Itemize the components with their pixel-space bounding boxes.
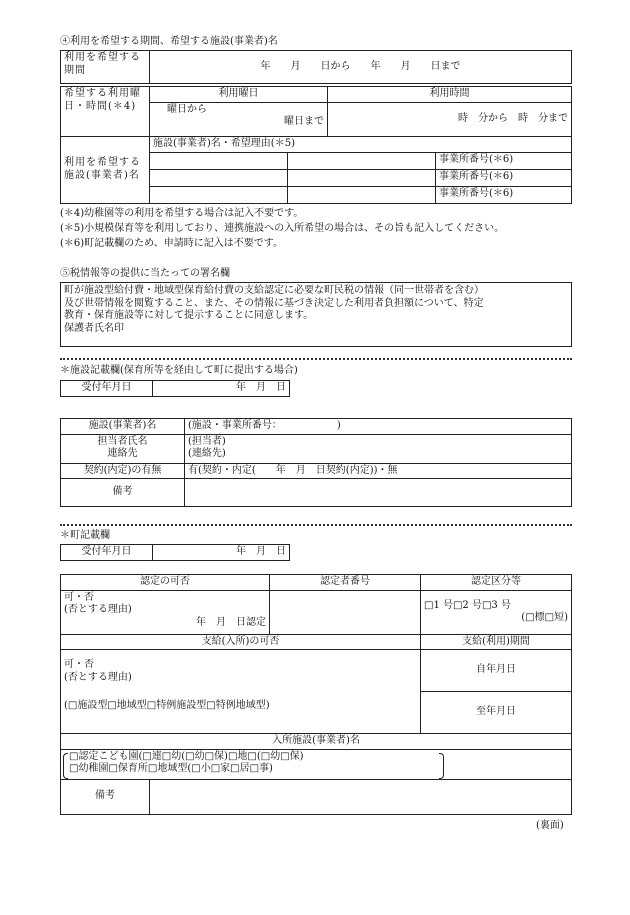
divider	[60, 358, 572, 360]
time-value[interactable]: 時 分から 時 分まで	[328, 102, 572, 136]
note-5: (＊5)小規模保育等を利用しており、連携施設への入所希望の場合は、その旨も記入してください。	[60, 223, 505, 234]
office-no-1: 事業所番号(＊6)	[436, 152, 572, 169]
town-received-table	[60, 544, 290, 561]
signature-label[interactable]: 保護者氏名印	[64, 322, 124, 334]
contact-value[interactable]	[185, 434, 572, 463]
town-remarks-value[interactable]	[150, 779, 572, 814]
category-value-2: (□標□短)	[521, 612, 568, 623]
category-col: 認定区分等	[421, 575, 572, 591]
contract-value[interactable]: 有(契約・内定( 年 月 日契約(内定))・無	[185, 463, 572, 479]
contact-value-1: (担当者)	[188, 435, 226, 447]
facility-section-heading: ＊施設記載欄(保育所等を経由して町に提出する場合)	[60, 365, 298, 376]
days-label: 希望する利用曜日・時間(＊4)	[61, 87, 150, 137]
cert-col: 認定の可否	[61, 575, 270, 591]
section5-heading: ⑤税情報等の提供に当たっての署名欄	[60, 268, 230, 279]
category-value[interactable]	[421, 590, 572, 634]
facility-name-3[interactable]	[150, 186, 288, 203]
facility-reason-3[interactable]	[288, 186, 436, 203]
divider-2	[60, 524, 572, 526]
consent-line-1: 町が施設型給付費・地域型保育給付費の支給認定に必要な町民税の情報（同一世帯者を含む）	[64, 285, 484, 296]
facility-reason-1[interactable]	[288, 152, 436, 169]
period-table	[60, 50, 572, 84]
facility-reason-2[interactable]	[288, 169, 436, 186]
period-label: 利用を希望する期間	[61, 51, 150, 84]
to-label[interactable]: 至年月日	[421, 692, 572, 734]
town-received-label: 受付年月日	[61, 545, 153, 561]
page-footer: (裏面)	[536, 820, 564, 831]
days-col: 利用曜日	[150, 87, 328, 103]
certifier-value[interactable]	[270, 590, 421, 634]
entry-value[interactable]	[61, 749, 572, 779]
facility-info-table	[60, 418, 572, 507]
period-value[interactable]: 年 月 日から 年 月 日まで	[150, 51, 572, 84]
entry-line-1: □認定こども園(□連□幼(□幼□保)□地□(□幼□保)	[69, 750, 304, 762]
certifier-col: 認定者番号	[270, 575, 421, 591]
office-no-3: 事業所番号(＊6)	[436, 186, 572, 203]
note-4: (＊4)幼稚園等の利用を希望する場合は記入不要です。	[60, 208, 304, 219]
contact-label-2: 連絡先	[107, 448, 138, 459]
town-remarks-label: 備考	[61, 779, 150, 814]
section4-heading: ④利用を希望する期間、希望する施設(事業者)名	[60, 36, 278, 47]
town-section-heading: ＊町記載欄	[60, 530, 110, 541]
contact-label	[61, 434, 185, 463]
cert-yesno: 可・否	[64, 591, 94, 603]
facility-label: 利用を希望する施設(事業者)名	[61, 137, 150, 204]
cert-value[interactable]	[61, 590, 270, 634]
note-6: (＊6)町記載欄のため、申請時に記入は不要です。	[60, 238, 283, 249]
facility-name-value[interactable]: (施設・事業所番号： )	[185, 419, 572, 435]
contact-value-2: (連絡先)	[188, 448, 226, 459]
town-cert-table	[60, 574, 572, 815]
payment-value[interactable]	[61, 650, 421, 734]
days-value[interactable]	[150, 102, 328, 136]
facility-name-1[interactable]	[150, 152, 288, 169]
town-received-value[interactable]: 年 月 日	[153, 545, 290, 561]
contact-label-1: 担当者氏名	[97, 435, 148, 447]
cert-reason: (否とする理由)	[64, 604, 132, 615]
entry-line-2: □幼稚園□保育所□地域型(□小□家□居□事)	[69, 763, 273, 774]
day-from: 曜日から	[167, 103, 207, 115]
facility-received-value[interactable]: 年 月 日	[153, 381, 290, 397]
payment-col: 支給(入所)の可否	[61, 634, 421, 650]
facility-remarks-label: 備考	[61, 479, 185, 507]
time-col: 利用時間	[328, 87, 572, 103]
day-to: 曜日まで	[284, 116, 324, 127]
entry-bracket-left	[63, 753, 68, 779]
consent-box	[60, 282, 572, 347]
facility-received-label: 受付年月日	[61, 381, 153, 397]
consent-line-3: 教育・保育施設等に対して提示することに同意します。	[64, 310, 314, 321]
office-no-2: 事業所番号(＊6)	[436, 169, 572, 186]
facility-name-2[interactable]	[150, 169, 288, 186]
facility-received-table	[60, 380, 290, 397]
period-col: 支給(利用)期間	[421, 634, 572, 650]
cert-date: 年 月 日認定	[196, 616, 266, 628]
entry-bracket-right	[439, 753, 444, 779]
pay-reason: (否とする理由)	[64, 671, 132, 683]
pay-yesno: 可・否	[64, 659, 94, 670]
category-value-1: □1 号□2 号□3 号	[424, 599, 511, 611]
facility-header: 施設(事業者)名・希望理由(＊5)	[150, 137, 572, 153]
pay-types: (□施設型□地域型□特例施設型□特例地域型)	[64, 700, 270, 711]
entry-col: 入所施設(事業者)名	[61, 734, 572, 750]
contract-label: 契約(内定)の有無	[61, 463, 185, 479]
facility-wish-table	[60, 136, 572, 204]
from-label[interactable]: 自年月日	[421, 650, 572, 692]
consent-line-2: 及び世帯情報を閲覧すること、また、その情報に基づき決定した利用者負担額について、特定	[64, 297, 484, 309]
facility-remarks-value[interactable]	[185, 479, 572, 507]
days-table	[60, 86, 572, 137]
facility-name-label: 施設(事業者)名	[61, 419, 185, 435]
